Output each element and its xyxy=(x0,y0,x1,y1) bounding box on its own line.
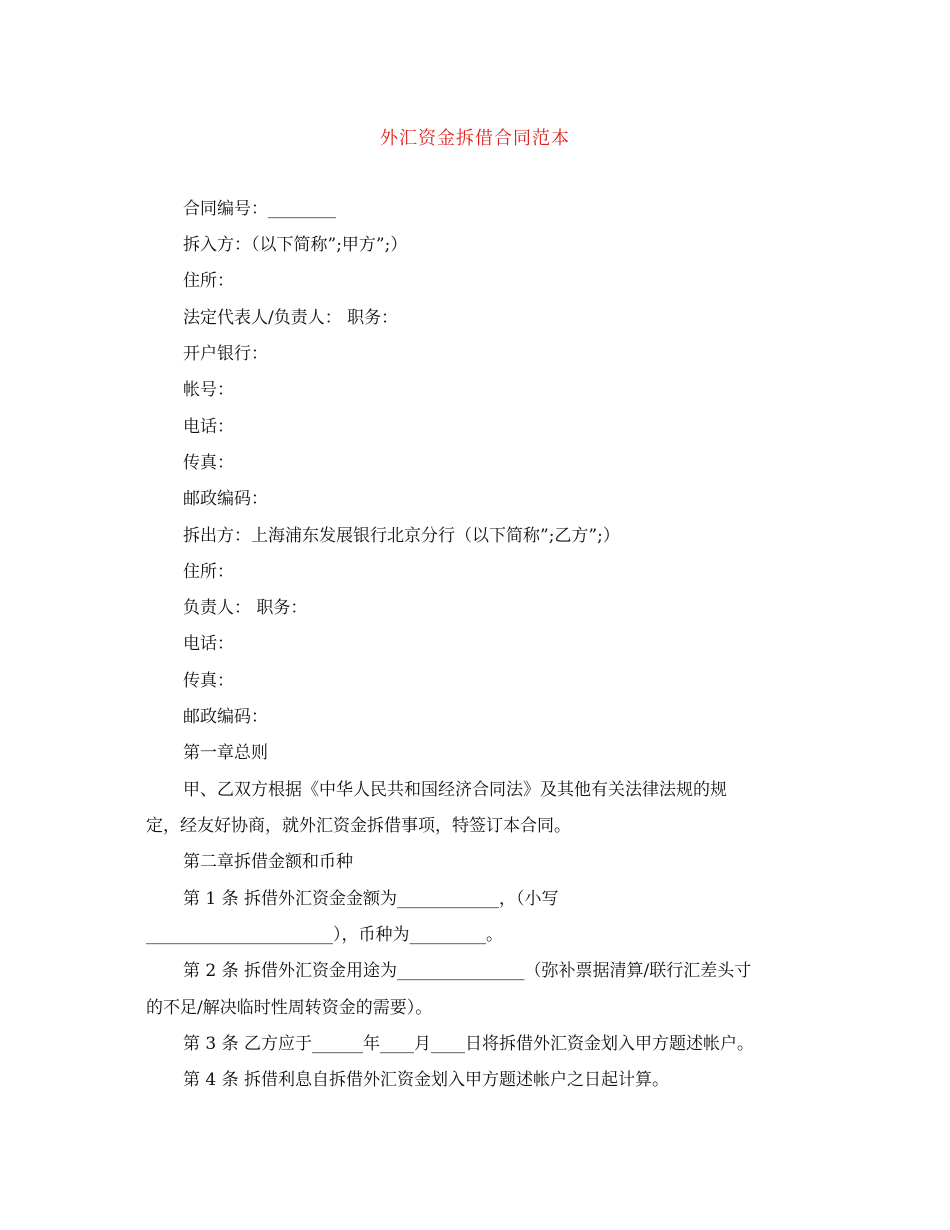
lender-address-line: 住所： xyxy=(183,562,234,582)
article-2-line-1: 第 2 条 拆借外汇资金用途为_______________（弥补票据清算/联行汇差头寸 xyxy=(183,961,752,981)
chapter-1-heading: 第一章总则 xyxy=(183,743,268,763)
article-2-line-2: 的不足/解决临时性周转资金的需要）。 xyxy=(146,998,433,1018)
lender-line: 拆出方：上海浦东发展银行北京分行（以下简称”;乙方”;） xyxy=(183,526,620,546)
chapter-2-heading: 第二章拆借金额和币种 xyxy=(183,852,353,872)
article-4-line: 第 4 条 拆借利息自拆借外汇资金划入甲方题述帐户之日起计算。 xyxy=(183,1070,670,1090)
borrower-phone-line: 电话： xyxy=(183,417,234,437)
lender-postcode-line: 邮政编码： xyxy=(183,707,268,727)
lender-fax-line: 传真： xyxy=(183,671,234,691)
lender-representative-line: 负责人： 职务： xyxy=(183,598,308,618)
article-3-line: 第 3 条 乙方应于______年____月____日将拆借外汇资金划入甲方题述帐户。 xyxy=(183,1034,755,1054)
article-1-line-2: ______________________），币种为_________。 xyxy=(146,925,503,945)
chapter-1-paragraph-line-2: 定，经友好协商，就外汇资金拆借事项，特签订本合同。 xyxy=(146,816,571,836)
borrower-fax-line: 传真： xyxy=(183,453,234,473)
borrower-account-line: 帐号： xyxy=(183,380,234,400)
borrower-postcode-line: 邮政编码： xyxy=(183,489,268,509)
chapter-1-paragraph-line-1: 甲、乙双方根据《中华人民共和国经济合同法》及其他有关法律法规的规 xyxy=(183,780,727,800)
document-title: 外汇资金拆借合同范本 xyxy=(380,128,570,149)
borrower-line: 拆入方：（以下简称”;甲方”;） xyxy=(183,235,408,255)
article-1-line-1: 第 1 条 拆借外汇资金金额为____________，（小写 xyxy=(183,889,559,909)
borrower-bank-line: 开户银行： xyxy=(183,344,268,364)
borrower-representative-line: 法定代表人/负责人： 职务： xyxy=(183,308,399,328)
lender-phone-line: 电话： xyxy=(183,634,234,654)
borrower-address-line: 住所： xyxy=(183,271,234,291)
contract-number-line: 合同编号：________ xyxy=(183,199,336,219)
